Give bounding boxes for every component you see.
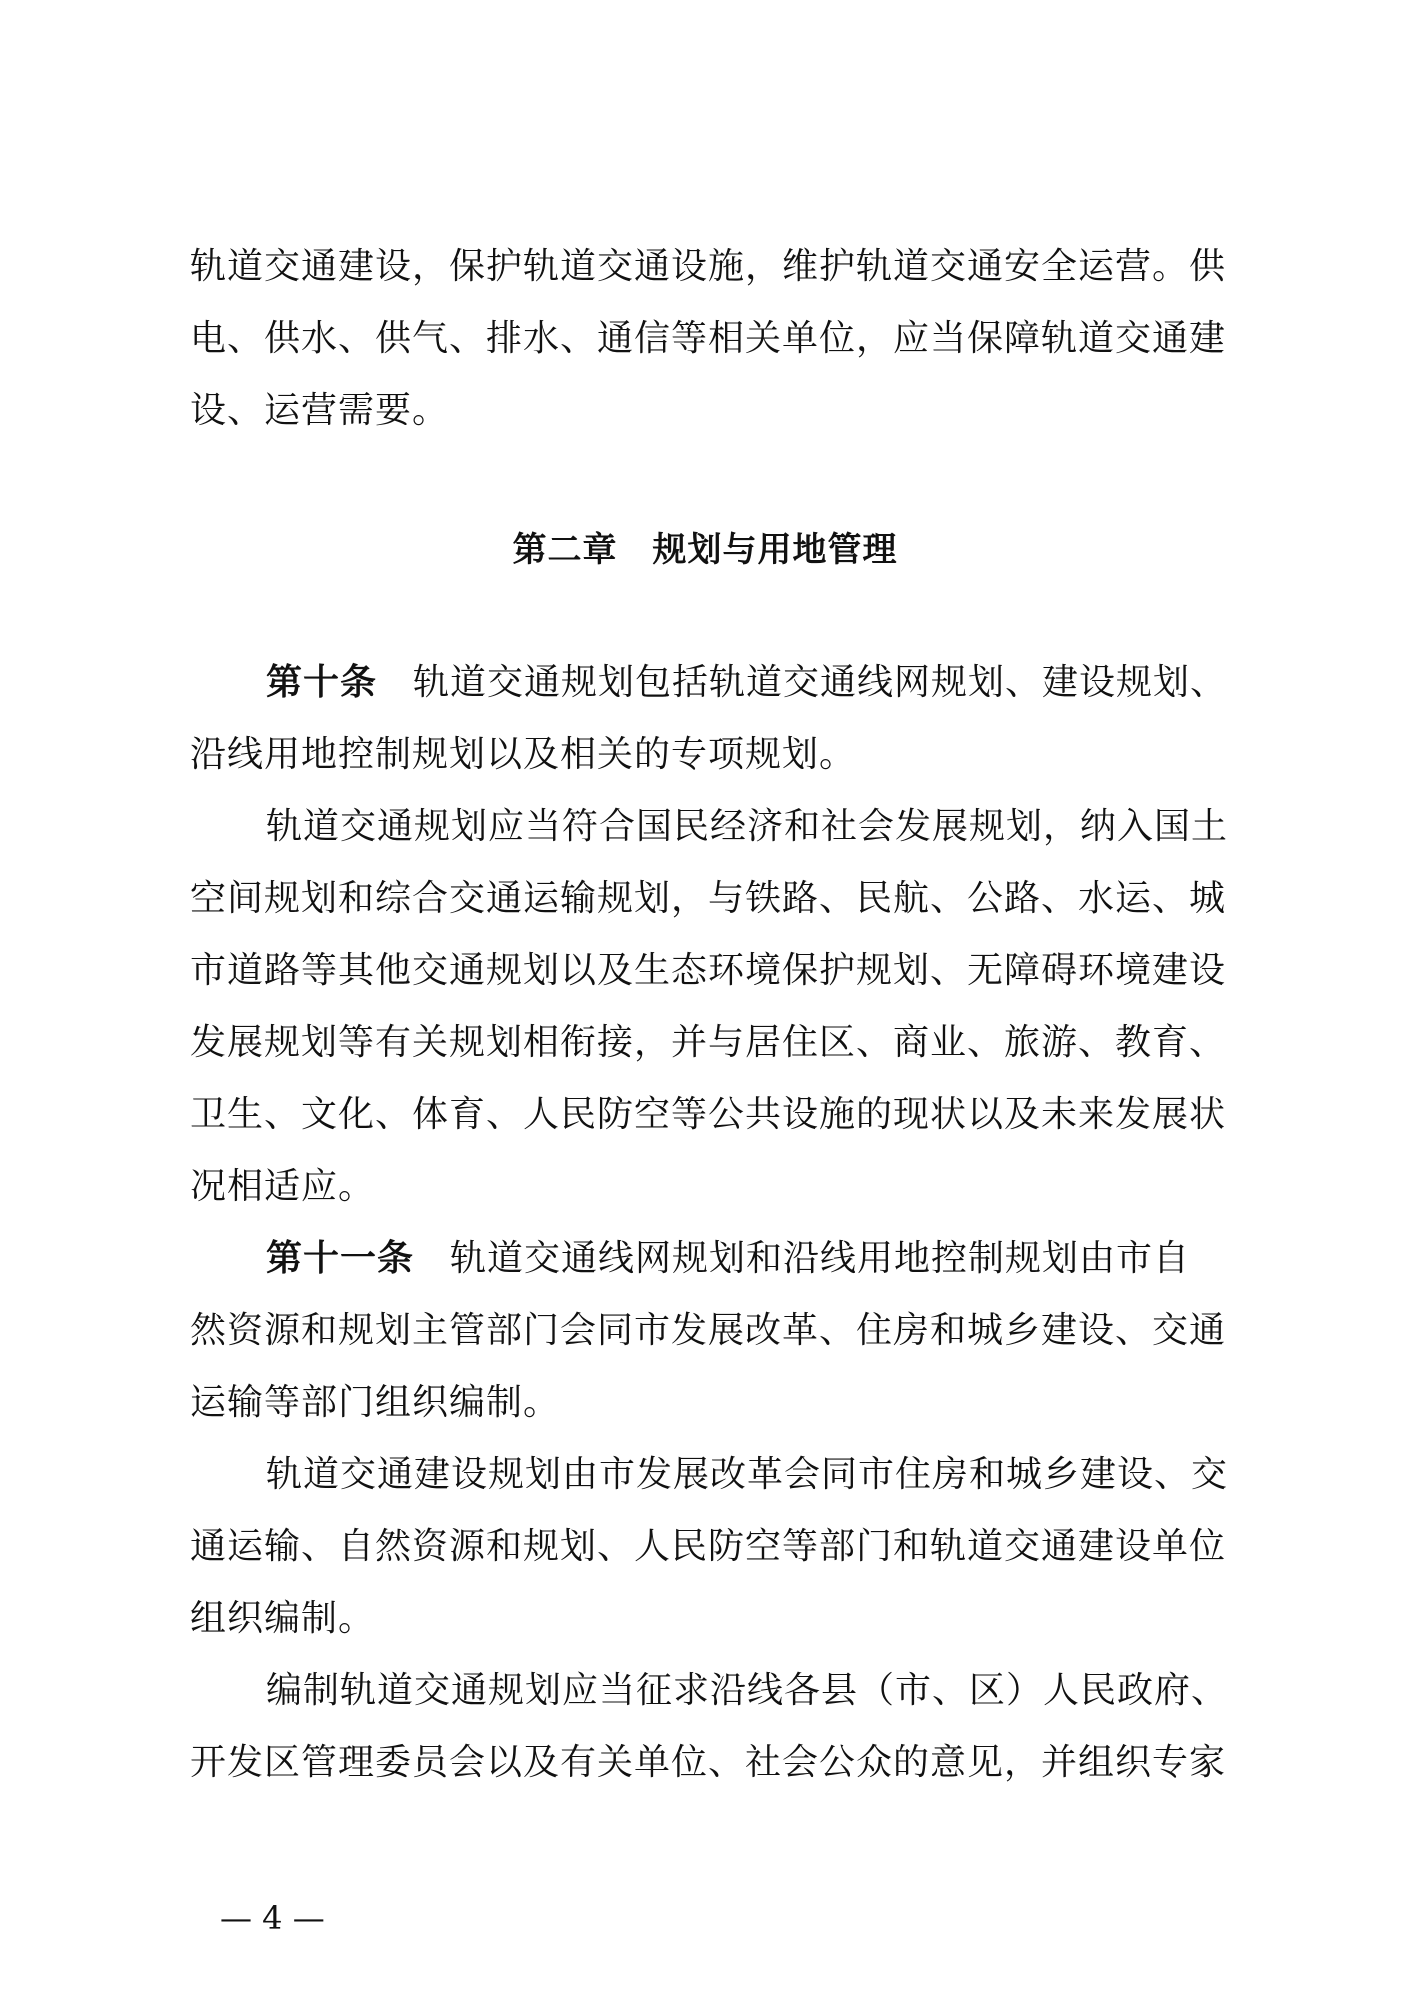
article-11-paragraph-2-line-2: 通运输、自然资源和规划、人民防空等部门和轨道交通建设单位 (190, 1526, 1227, 1567)
page-number: — 4 — (220, 1899, 325, 1937)
article-11-line-1 (266, 1234, 1230, 1284)
chapter-heading: 第二章 规划与用地管理 (512, 530, 898, 570)
intro-line-3: 设、运营需要。 (190, 390, 450, 431)
article-11-paragraph-2-line-1: 轨道交通建设规划由市发展改革会同市住房和城乡建设、交 (266, 1454, 1229, 1495)
article-10-paragraph-2-line-2: 空间规划和综合交通运输规划，与铁路、民航、公路、水运、城 (190, 878, 1227, 919)
article-11-label: 第十一条 (266, 1238, 415, 1279)
article-10-text-1: 轨道交通规划包括轨道交通线网规划、建设规划、 (413, 662, 1228, 703)
article-10-paragraph-2-line-4: 发展规划等有关规划相衔接，并与居住区、商业、旅游、教育、 (190, 1022, 1227, 1063)
article-10-line-1 (266, 658, 1230, 708)
article-10-paragraph-2-line-3: 市道路等其他交通规划以及生态环境保护规划、无障碍环境建设 (190, 950, 1227, 991)
article-11-text-1: 轨道交通线网规划和沿线用地控制规划由市自 (450, 1238, 1191, 1279)
intro-line-1: 轨道交通建设，保护轨道交通设施，维护轨道交通安全运营。供 (190, 246, 1227, 287)
article-10-paragraph-2-line-6: 况相适应。 (190, 1166, 376, 1207)
article-11-paragraph-3-line-1: 编制轨道交通规划应当征求沿线各县（市、区）人民政府、 (266, 1670, 1229, 1711)
article-10-paragraph-2-line-1: 轨道交通规划应当符合国民经济和社会发展规划，纳入国土 (266, 806, 1229, 847)
article-11-paragraph-2-line-3: 组织编制。 (190, 1598, 376, 1639)
article-10-label: 第十条 (266, 662, 378, 703)
article-10-line-2: 沿线用地控制规划以及相关的专项规划。 (190, 734, 857, 775)
article-11-line-3: 运输等部门组织编制。 (190, 1382, 561, 1423)
article-11-paragraph-3-line-2: 开发区管理委员会以及有关单位、社会公众的意见，并组织专家 (190, 1742, 1227, 1783)
article-11-line-2: 然资源和规划主管部门会同市发展改革、住房和城乡建设、交通 (190, 1310, 1227, 1351)
intro-line-2: 电、供水、供气、排水、通信等相关单位，应当保障轨道交通建 (190, 318, 1227, 359)
article-10-paragraph-2-line-5: 卫生、文化、体育、人民防空等公共设施的现状以及未来发展状 (190, 1094, 1227, 1135)
